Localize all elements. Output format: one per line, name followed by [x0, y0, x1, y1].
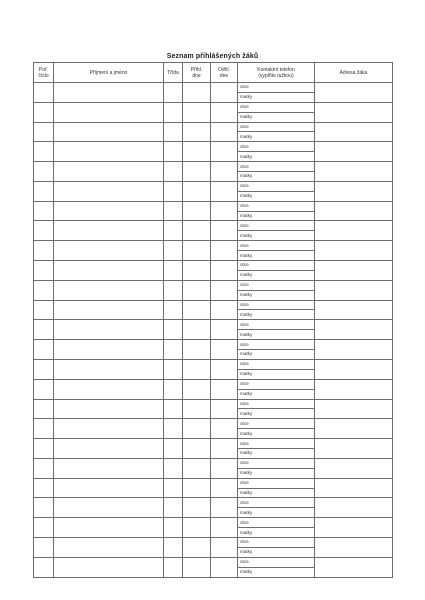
address-cell[interactable] [315, 439, 393, 459]
father-phone-cell[interactable]: otce [238, 102, 315, 112]
class-cell[interactable] [164, 498, 183, 518]
number-cell[interactable] [34, 320, 54, 340]
table-row [34, 102, 393, 112]
col-signed-in-header-line-1: Přihl. [190, 66, 203, 73]
mother-phone-cell[interactable]: matky [238, 211, 315, 221]
mother-phone-cell[interactable]: matky [238, 488, 315, 498]
signed-in-cell[interactable] [183, 518, 211, 538]
number-cell[interactable] [34, 300, 54, 320]
signed-out-cell[interactable] [211, 261, 238, 281]
address-cell[interactable] [315, 122, 393, 142]
class-cell[interactable] [164, 300, 183, 320]
mother-phone-cell[interactable]: matky [238, 508, 315, 518]
mother-phone-cell[interactable]: matky [238, 172, 315, 182]
address-cell[interactable] [315, 458, 393, 478]
mother-phone-cell[interactable]: matky [238, 369, 315, 379]
number-cell[interactable] [34, 478, 54, 498]
mother-phone-cell[interactable]: matky [238, 528, 315, 538]
col-phone-header [238, 63, 315, 83]
table-row [34, 83, 393, 93]
signed-out-cell[interactable] [211, 162, 238, 182]
father-phone-cell[interactable]: otce [238, 359, 315, 369]
name-cell[interactable] [54, 498, 164, 518]
name-cell[interactable] [54, 537, 164, 557]
address-cell[interactable] [315, 518, 393, 538]
class-cell[interactable] [164, 221, 183, 241]
signed-in-cell[interactable] [183, 439, 211, 459]
signed-out-cell[interactable] [211, 399, 238, 419]
class-cell[interactable] [164, 359, 183, 379]
father-phone-cell[interactable]: otce [238, 261, 315, 271]
number-cell[interactable] [34, 221, 54, 241]
name-cell[interactable] [54, 142, 164, 162]
class-cell[interactable] [164, 102, 183, 122]
mother-phone-cell[interactable]: matky [238, 409, 315, 419]
number-cell[interactable] [34, 458, 54, 478]
signed-in-cell[interactable] [183, 340, 211, 360]
signed-out-cell[interactable] [211, 122, 238, 142]
table-row [34, 379, 393, 389]
address-cell[interactable] [315, 241, 393, 261]
col-signed-out-header-line-2: dne [219, 72, 229, 79]
address-cell[interactable] [315, 537, 393, 557]
name-cell[interactable] [54, 439, 164, 459]
name-cell[interactable] [54, 478, 164, 498]
table-row [34, 359, 393, 369]
address-cell[interactable] [315, 142, 393, 162]
name-cell[interactable] [54, 557, 164, 577]
number-cell[interactable] [34, 162, 54, 182]
address-cell[interactable] [315, 83, 393, 103]
mother-phone-cell[interactable]: matky [238, 389, 315, 399]
father-phone-cell[interactable]: otce [238, 439, 315, 449]
table-row [34, 458, 393, 468]
name-cell[interactable] [54, 320, 164, 340]
class-cell[interactable] [164, 419, 183, 439]
number-cell[interactable] [34, 439, 54, 459]
name-cell[interactable] [54, 379, 164, 399]
address-cell[interactable] [315, 498, 393, 518]
table-row [34, 478, 393, 488]
address-cell[interactable] [315, 162, 393, 182]
address-cell[interactable] [315, 359, 393, 379]
address-cell[interactable] [315, 320, 393, 340]
table-row [34, 300, 393, 310]
mother-phone-cell[interactable]: matky [238, 112, 315, 122]
class-cell[interactable] [164, 280, 183, 300]
signed-in-cell[interactable] [183, 557, 211, 577]
class-cell[interactable] [164, 518, 183, 538]
number-cell[interactable] [34, 537, 54, 557]
name-cell[interactable] [54, 280, 164, 300]
address-cell[interactable] [315, 221, 393, 241]
mother-phone-cell[interactable]: matky [238, 547, 315, 557]
father-phone-cell[interactable]: otce [238, 399, 315, 409]
class-cell[interactable] [164, 261, 183, 281]
address-cell[interactable] [315, 181, 393, 201]
table-row [34, 122, 393, 132]
signed-out-cell[interactable] [211, 419, 238, 439]
address-cell[interactable] [315, 261, 393, 281]
page-title: Seznam přihlášených žáků [166, 53, 259, 60]
col-phone-header-line-2: (vyplňte tužkou) [258, 72, 294, 79]
father-phone-cell[interactable]: otce [238, 557, 315, 567]
name-cell[interactable] [54, 359, 164, 379]
father-phone-cell[interactable]: otce [238, 162, 315, 172]
signed-in-cell[interactable] [183, 300, 211, 320]
signed-out-cell[interactable] [211, 221, 238, 241]
class-cell[interactable] [164, 162, 183, 182]
signed-out-cell[interactable] [211, 557, 238, 577]
number-cell[interactable] [34, 359, 54, 379]
father-phone-cell[interactable]: otce [238, 537, 315, 547]
signed-in-cell[interactable] [183, 320, 211, 340]
signed-in-cell[interactable] [183, 458, 211, 478]
col-class-header: Třída [164, 63, 183, 83]
signed-out-cell[interactable] [211, 83, 238, 103]
address-cell[interactable] [315, 201, 393, 221]
mother-phone-cell[interactable]: matky [238, 270, 315, 280]
number-cell[interactable] [34, 280, 54, 300]
table-row [34, 518, 393, 528]
class-cell[interactable] [164, 458, 183, 478]
signed-out-cell[interactable] [211, 439, 238, 459]
father-phone-cell[interactable]: otce [238, 201, 315, 211]
table-row [34, 557, 393, 567]
mother-phone-cell[interactable]: matky [238, 330, 315, 340]
signed-in-cell[interactable] [183, 241, 211, 261]
signed-in-cell[interactable] [183, 419, 211, 439]
father-phone-cell[interactable]: otce [238, 280, 315, 290]
signed-in-cell[interactable] [183, 122, 211, 142]
number-cell[interactable] [34, 379, 54, 399]
class-cell[interactable] [164, 379, 183, 399]
father-phone-cell[interactable]: otce [238, 300, 315, 310]
name-cell[interactable] [54, 261, 164, 281]
address-cell[interactable] [315, 478, 393, 498]
table-row [34, 498, 393, 508]
mother-phone-cell[interactable]: matky [238, 567, 315, 577]
signed-out-cell[interactable] [211, 458, 238, 478]
father-phone-cell[interactable]: otce [238, 122, 315, 132]
number-cell[interactable] [34, 181, 54, 201]
signed-in-cell[interactable] [183, 221, 211, 241]
signed-out-cell[interactable] [211, 518, 238, 538]
class-cell[interactable] [164, 122, 183, 142]
address-cell[interactable] [315, 340, 393, 360]
number-cell[interactable] [34, 83, 54, 103]
col-signed-out-header [211, 63, 238, 83]
signed-out-cell[interactable] [211, 300, 238, 320]
father-phone-cell[interactable]: otce [238, 241, 315, 251]
mother-phone-cell[interactable]: matky [238, 152, 315, 162]
number-cell[interactable] [34, 419, 54, 439]
address-cell[interactable] [315, 557, 393, 577]
class-cell[interactable] [164, 83, 183, 103]
mother-phone-cell[interactable]: matky [238, 290, 315, 300]
number-cell[interactable] [34, 557, 54, 577]
signed-out-cell[interactable] [211, 320, 238, 340]
table-header-row [34, 63, 393, 83]
name-cell[interactable] [54, 102, 164, 122]
class-cell[interactable] [164, 181, 183, 201]
table-row [34, 320, 393, 330]
mother-phone-cell[interactable]: matky [238, 231, 315, 241]
table-row [34, 162, 393, 172]
mother-phone-cell[interactable]: matky [238, 251, 315, 261]
number-cell[interactable] [34, 102, 54, 122]
table-row [34, 241, 393, 251]
col-signed-out-header-line-1: Odhl. [218, 66, 230, 73]
signed-in-cell[interactable] [183, 102, 211, 122]
signed-in-cell[interactable] [183, 142, 211, 162]
class-cell[interactable] [164, 537, 183, 557]
number-cell[interactable] [34, 142, 54, 162]
address-cell[interactable] [315, 419, 393, 439]
mother-phone-cell[interactable]: matky [238, 448, 315, 458]
table-row [34, 261, 393, 271]
father-phone-cell[interactable]: otce [238, 518, 315, 528]
signed-out-cell[interactable] [211, 478, 238, 498]
col-signed-in-header [183, 63, 211, 83]
number-cell[interactable] [34, 241, 54, 261]
signed-out-cell[interactable] [211, 142, 238, 162]
address-cell[interactable] [315, 399, 393, 419]
signed-out-cell[interactable] [211, 498, 238, 518]
signed-in-cell[interactable] [183, 201, 211, 221]
signed-in-cell[interactable] [183, 478, 211, 498]
father-phone-cell[interactable]: otce [238, 221, 315, 231]
table-row [34, 181, 393, 191]
mother-phone-cell[interactable]: matky [238, 310, 315, 320]
signed-out-cell[interactable] [211, 537, 238, 557]
mother-phone-cell[interactable]: matky [238, 429, 315, 439]
class-cell[interactable] [164, 557, 183, 577]
col-number-header-line-1: Poř. [38, 66, 49, 73]
name-cell[interactable] [54, 162, 164, 182]
signed-in-cell[interactable] [183, 280, 211, 300]
father-phone-cell[interactable]: otce [238, 83, 315, 93]
father-phone-cell[interactable]: otce [238, 419, 315, 429]
father-phone-cell[interactable]: otce [238, 379, 315, 389]
signed-in-cell[interactable] [183, 162, 211, 182]
table-row [34, 537, 393, 547]
signed-out-cell[interactable] [211, 359, 238, 379]
signed-out-cell[interactable] [211, 181, 238, 201]
signed-in-cell[interactable] [183, 498, 211, 518]
name-cell[interactable] [54, 419, 164, 439]
class-cell[interactable] [164, 320, 183, 340]
signed-in-cell[interactable] [183, 399, 211, 419]
table-row [34, 439, 393, 449]
class-cell[interactable] [164, 439, 183, 459]
col-address-header: Adresa žáka [315, 63, 393, 83]
table-row [34, 221, 393, 231]
address-cell[interactable] [315, 280, 393, 300]
address-cell[interactable] [315, 102, 393, 122]
mother-phone-cell[interactable]: matky [238, 350, 315, 360]
name-cell[interactable] [54, 518, 164, 538]
father-phone-cell[interactable]: otce [238, 320, 315, 330]
table-row [34, 142, 393, 152]
signed-out-cell[interactable] [211, 379, 238, 399]
name-cell[interactable] [54, 340, 164, 360]
name-cell[interactable] [54, 241, 164, 261]
table-row [34, 280, 393, 290]
mother-phone-cell[interactable]: matky [238, 92, 315, 102]
signed-out-cell[interactable] [211, 102, 238, 122]
name-cell[interactable] [54, 221, 164, 241]
class-cell[interactable] [164, 399, 183, 419]
signed-in-cell[interactable] [183, 359, 211, 379]
table-row [34, 419, 393, 429]
col-number-header-line-2: číslo [38, 72, 49, 79]
class-cell[interactable] [164, 241, 183, 261]
number-cell[interactable] [34, 122, 54, 142]
mother-phone-cell[interactable]: matky [238, 468, 315, 478]
table-row [34, 340, 393, 350]
table-body [34, 83, 393, 578]
address-cell[interactable] [315, 379, 393, 399]
signed-out-cell[interactable] [211, 201, 238, 221]
father-phone-cell[interactable]: otce [238, 142, 315, 152]
class-cell[interactable] [164, 340, 183, 360]
signed-in-cell[interactable] [183, 83, 211, 103]
col-name-header: Příjmení a jméno [54, 63, 164, 83]
mother-phone-cell[interactable]: matky [238, 132, 315, 142]
signed-in-cell[interactable] [183, 379, 211, 399]
table-row [34, 399, 393, 409]
signed-in-cell[interactable] [183, 537, 211, 557]
number-cell[interactable] [34, 498, 54, 518]
father-phone-cell[interactable]: otce [238, 340, 315, 350]
father-phone-cell[interactable]: otce [238, 458, 315, 468]
signed-out-cell[interactable] [211, 280, 238, 300]
col-phone-header-line-1: Kontaktní telefon [257, 66, 295, 73]
signed-out-cell[interactable] [211, 340, 238, 360]
col-signed-in-header-line-2: dne [192, 72, 201, 79]
number-cell[interactable] [34, 399, 54, 419]
father-phone-cell[interactable]: otce [238, 478, 315, 488]
name-cell[interactable] [54, 458, 164, 478]
mother-phone-cell[interactable]: matky [238, 191, 315, 201]
signed-in-cell[interactable] [183, 181, 211, 201]
name-cell[interactable] [54, 181, 164, 201]
name-cell[interactable] [54, 122, 164, 142]
father-phone-cell[interactable]: otce [238, 181, 315, 191]
signed-in-cell[interactable] [183, 261, 211, 281]
class-cell[interactable] [164, 142, 183, 162]
father-phone-cell[interactable]: otce [238, 498, 315, 508]
signed-out-cell[interactable] [211, 241, 238, 261]
address-cell[interactable] [315, 300, 393, 320]
name-cell[interactable] [54, 201, 164, 221]
table-row [34, 201, 393, 211]
name-cell[interactable] [54, 83, 164, 103]
col-number-header [34, 63, 54, 83]
number-cell[interactable] [34, 518, 54, 538]
students-table [33, 62, 393, 578]
name-cell[interactable] [54, 300, 164, 320]
number-cell[interactable] [34, 340, 54, 360]
number-cell[interactable] [34, 201, 54, 221]
number-cell[interactable] [34, 261, 54, 281]
class-cell[interactable] [164, 201, 183, 221]
class-cell[interactable] [164, 478, 183, 498]
name-cell[interactable] [54, 399, 164, 419]
